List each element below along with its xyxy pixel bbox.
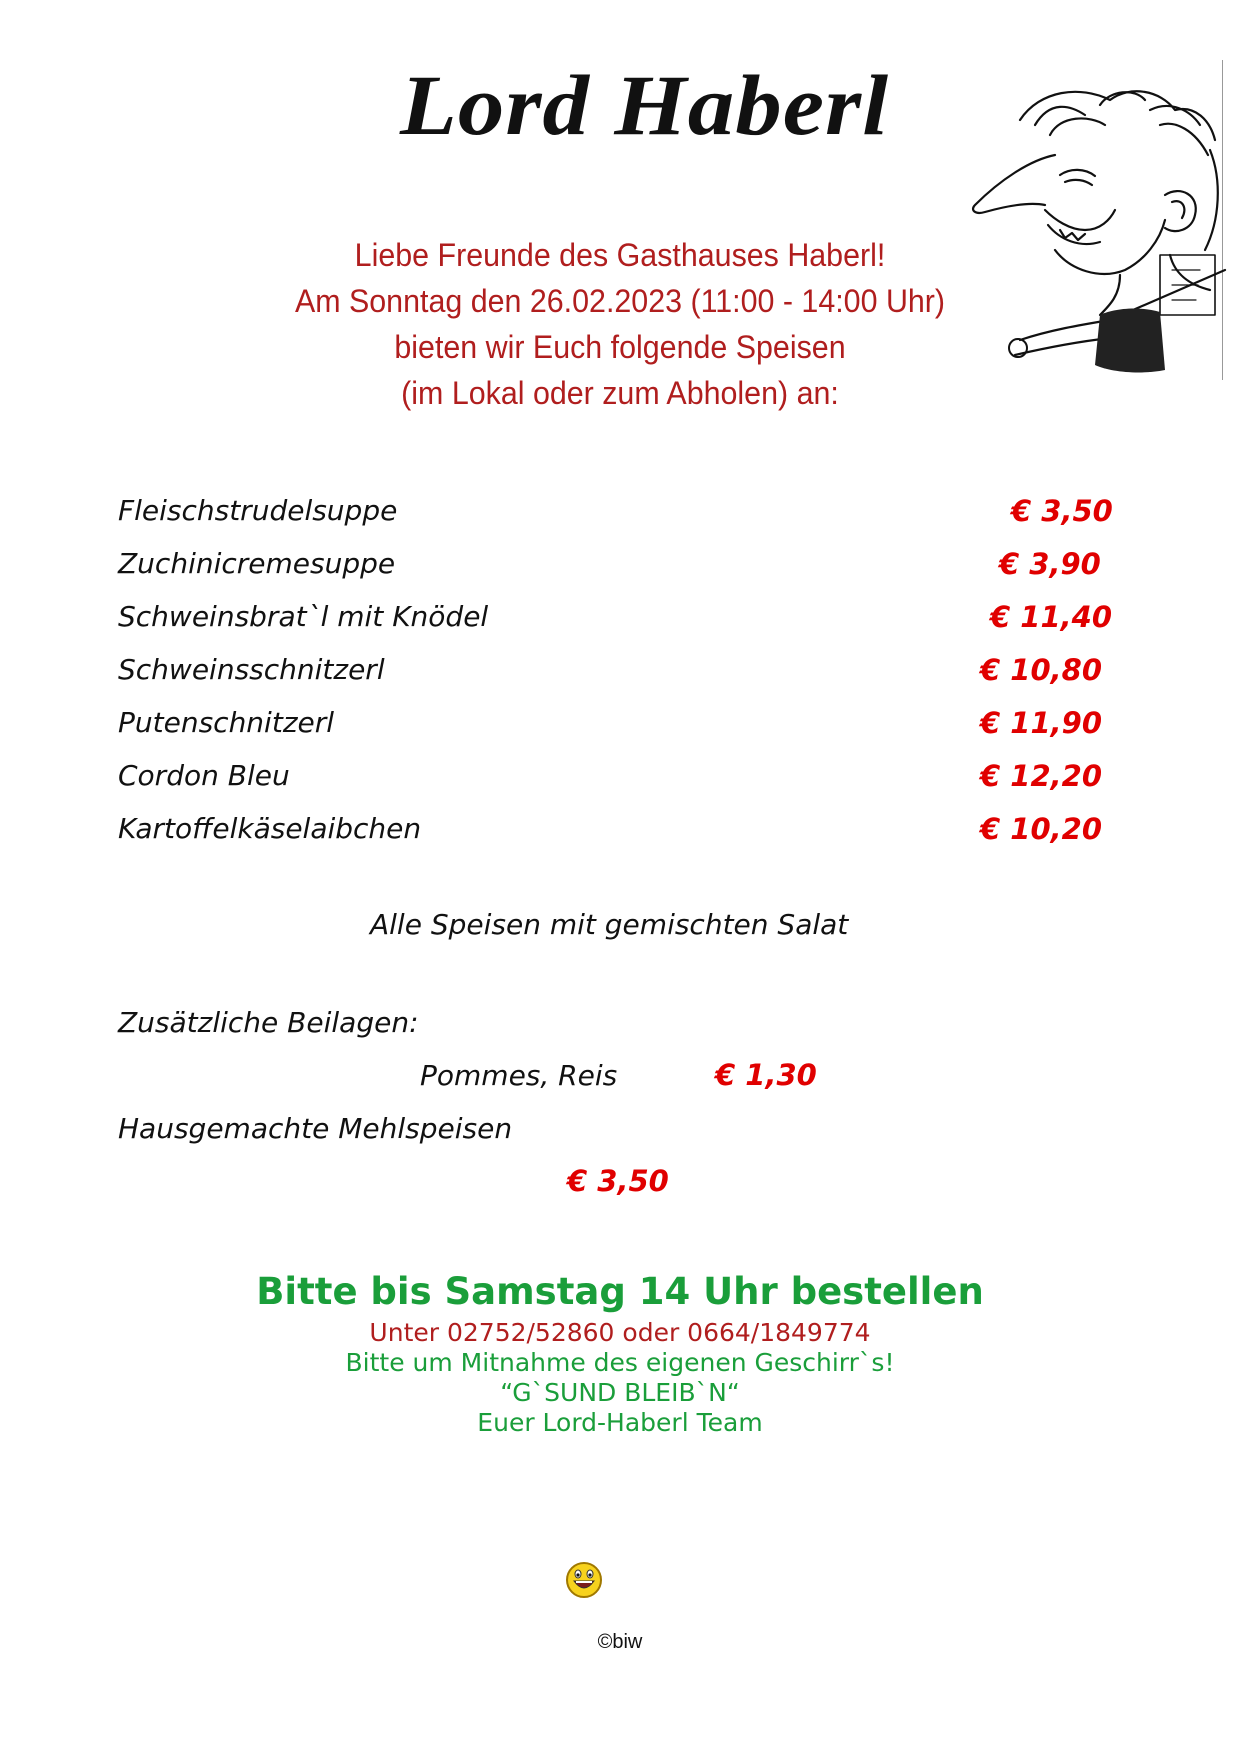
menu-item (118, 759, 1118, 799)
menu-item (118, 600, 1118, 640)
greeting: “G`SUND BLEIB`N“ (500, 1378, 740, 1407)
dish-name: Cordon Bleu (118, 759, 290, 792)
restaurant-title: Lord Haberl (400, 57, 890, 153)
menu-item (118, 812, 1118, 852)
menu-item (118, 653, 1118, 693)
copyright: ©biw (597, 1631, 643, 1653)
salad-note: Alle Speisen mit gemischten Salat (370, 908, 849, 941)
dish-name: Schweinsschnitzerl (118, 653, 385, 686)
intro-line: Am Sonntag den 26.02.2023 (11:00 - 14:00 Uhr) (294, 283, 946, 319)
menu-item (118, 547, 1118, 587)
dish-price: € 11,90 (980, 706, 1103, 740)
signature: Euer Lord-Haberl Team (477, 1408, 763, 1437)
sides-heading: Zusätzliche Beilagen: (118, 1006, 419, 1039)
dish-name: Kartoffelkäselaibchen (118, 812, 422, 845)
desserts-price: € 3,50 (567, 1164, 669, 1198)
dish-name: Fleischstrudelsuppe (118, 494, 398, 527)
dish-price: € 3,50 (1011, 494, 1113, 528)
dish-name: Schweinsbrat`l mit Knödel (118, 600, 489, 633)
dishes-note: Bitte um Mitnahme des eigenen Geschirr`s! (345, 1348, 895, 1377)
phone-line: Unter 02752/52860 oder 0664/1849774 (369, 1318, 871, 1347)
intro-text (180, 232, 1060, 416)
dish-price: € 11,40 (990, 600, 1113, 634)
desserts-label: Hausgemachte Mehlspeisen (118, 1112, 513, 1145)
intro-line: bieten wir Euch folgende Speisen (394, 329, 846, 365)
smiley-icon (564, 1560, 604, 1600)
menu-item (118, 494, 1118, 534)
menu-item (118, 706, 1118, 746)
order-headline: Bitte bis Samstag 14 Uhr bestellen (256, 1270, 984, 1313)
dish-price: € 12,20 (980, 759, 1103, 793)
dish-price: € 10,20 (980, 812, 1103, 846)
dish-price: € 3,90 (999, 547, 1101, 581)
dish-price: € 10,80 (980, 653, 1103, 687)
side-item: Pommes, Reis (420, 1059, 618, 1092)
dish-name: Zuchinicremesuppe (118, 547, 396, 580)
side-price: € 1,30 (715, 1058, 817, 1092)
intro-line: (im Lokal oder zum Abholen) an: (401, 375, 839, 411)
intro-line: Liebe Freunde des Gasthauses Haberl! (354, 237, 886, 273)
dish-name: Putenschnitzerl (118, 706, 335, 739)
